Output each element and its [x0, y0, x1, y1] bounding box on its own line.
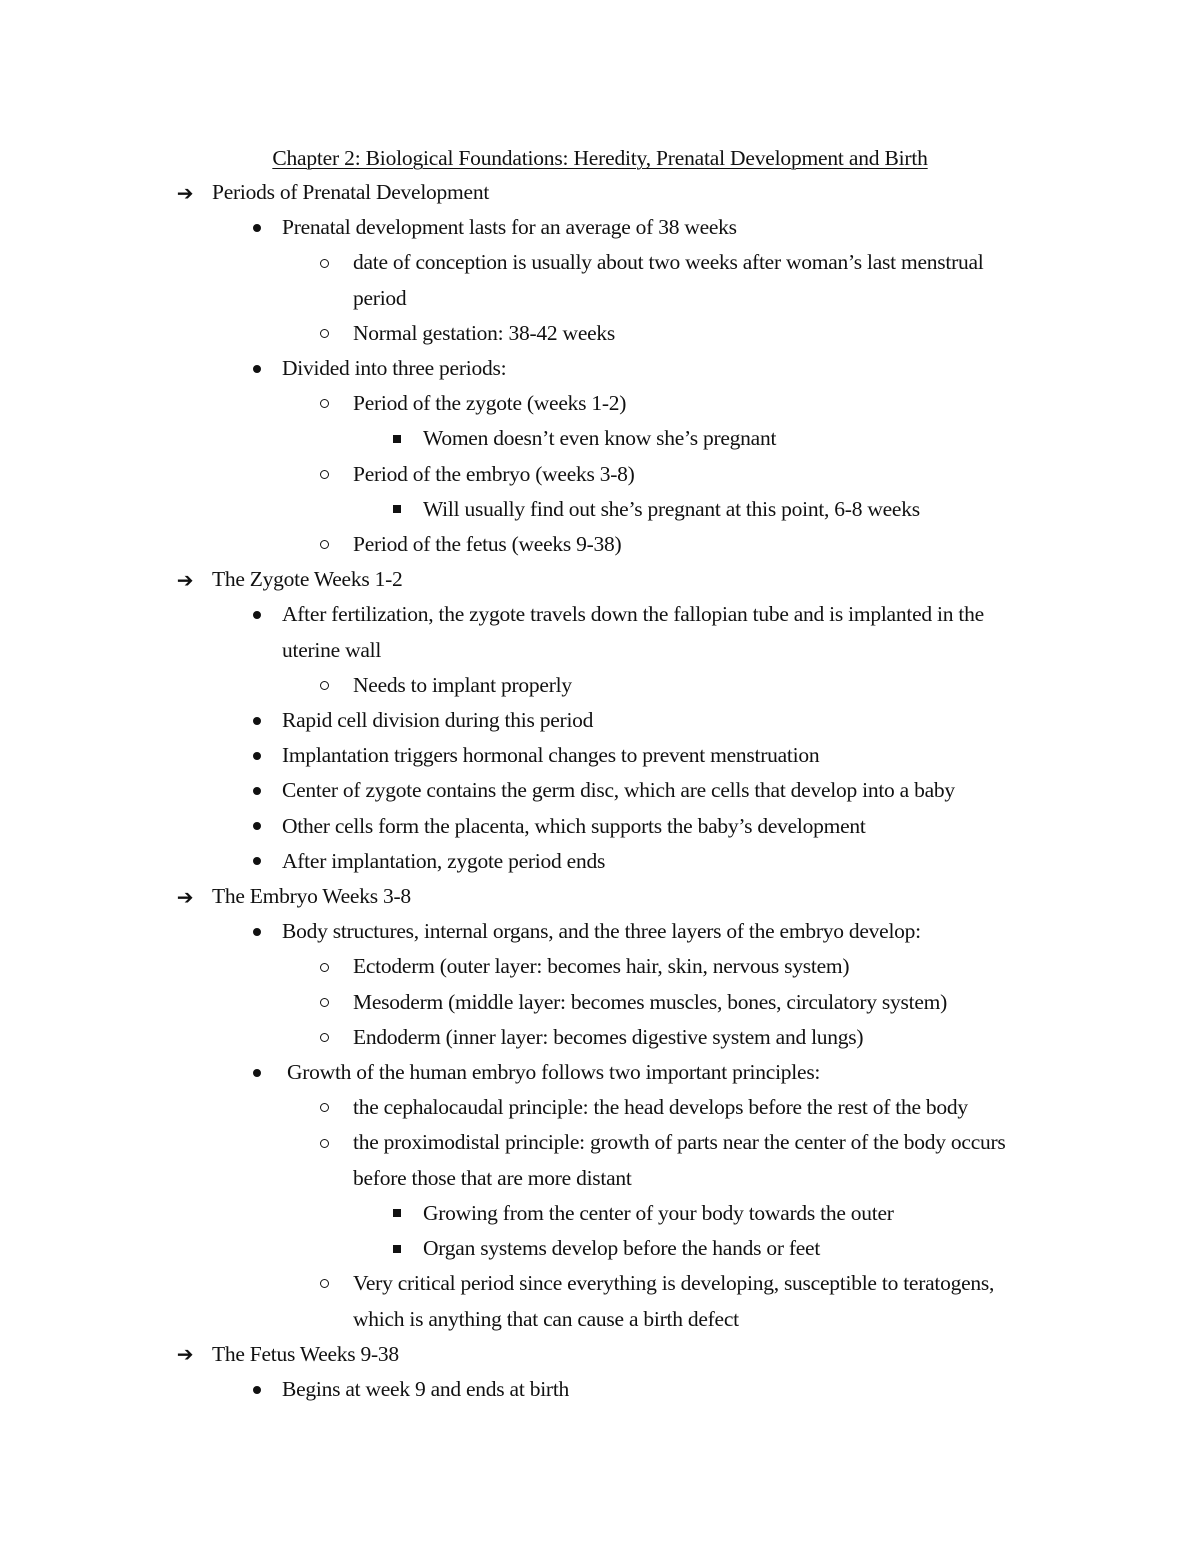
list-item	[0, 386, 1200, 421]
list-item-text: Implantation triggers hormonal changes to prevent menstruation	[282, 743, 820, 768]
list-item	[0, 844, 1200, 879]
list-item-text: Period of the embryo (weeks 3-8)	[353, 461, 635, 486]
list-item-text: Rapid cell division during this period	[282, 708, 594, 733]
arrow-right-icon: ➔	[176, 180, 194, 205]
list-item-continuation	[0, 281, 1200, 316]
list-item-text: Ectoderm (outer layer: becomes hair, skin, nervous system)	[353, 954, 850, 979]
filled-circle-bullet-icon	[245, 773, 269, 808]
list-item-text: Growing from the center of your body towards the outer	[423, 1200, 894, 1225]
list-item	[0, 492, 1200, 527]
list-item-text: Other cells form the placenta, which supports the baby’s development	[282, 813, 866, 838]
hollow-circle-bullet-icon	[312, 1020, 336, 1055]
arrow-right-icon: ➔	[176, 567, 194, 592]
section-heading-periods	[0, 175, 1200, 210]
list-item-continuation	[0, 1302, 1200, 1337]
list-item	[0, 773, 1200, 808]
list-item	[0, 210, 1200, 245]
list-item-text: Will usually find out she’s pregnant at this point, 6-8 weeks	[423, 496, 920, 521]
list-item	[0, 1055, 1200, 1090]
hollow-circle-bullet-icon	[312, 316, 336, 351]
filled-circle-bullet-icon	[245, 809, 269, 844]
list-item-text: Very critical period since everything is developing, susceptible to teratogens,	[353, 1271, 995, 1296]
list-item-text: Growth of the human embryo follows two important principles:	[287, 1060, 821, 1085]
section-heading-embryo	[0, 879, 1200, 914]
heading-text: The Embryo Weeks 3-8	[212, 884, 411, 909]
notes-outline	[0, 175, 1200, 1407]
filled-circle-bullet-icon	[245, 738, 269, 773]
hollow-circle-bullet-icon	[312, 668, 336, 703]
hollow-circle-bullet-icon	[312, 1125, 336, 1160]
hollow-circle-bullet-icon	[312, 1266, 336, 1301]
list-item	[0, 809, 1200, 844]
section-heading-zygote	[0, 562, 1200, 597]
list-item	[0, 1372, 1200, 1407]
list-item	[0, 597, 1200, 632]
list-item	[0, 1090, 1200, 1125]
list-item	[0, 703, 1200, 738]
list-item-text: Divided into three periods:	[282, 356, 507, 381]
list-item	[0, 351, 1200, 386]
list-item	[0, 1196, 1200, 1231]
hollow-circle-bullet-icon	[312, 985, 336, 1020]
filled-square-bullet-icon	[385, 1196, 409, 1231]
list-item-text: Endoderm (inner layer: becomes digestive system and lungs)	[353, 1024, 864, 1049]
list-item-text: Women doesn’t even know she’s pregnant	[423, 426, 777, 451]
filled-circle-bullet-icon	[245, 703, 269, 738]
section-heading-fetus	[0, 1337, 1200, 1372]
list-item-text: date of conception is usually about two weeks after woman’s last menstrual	[353, 250, 984, 275]
list-item-text: Body structures, internal organs, and the three layers of the embryo develop:	[282, 919, 921, 944]
list-item-text: which is anything that can cause a birth defect	[353, 1306, 739, 1331]
heading-text: The Fetus Weeks 9-38	[212, 1341, 399, 1366]
list-item-text: After implantation, zygote period ends	[282, 848, 606, 873]
list-item-text: Begins at week 9 and ends at birth	[282, 1376, 570, 1401]
filled-circle-bullet-icon	[245, 351, 269, 386]
arrow-right-icon: ➔	[176, 1342, 194, 1367]
list-item	[0, 1020, 1200, 1055]
heading-text: The Zygote Weeks 1-2	[212, 567, 403, 592]
list-item	[0, 527, 1200, 562]
list-item	[0, 316, 1200, 351]
list-item-text: Mesoderm (middle layer: becomes muscles, bones, circulatory system)	[353, 989, 948, 1014]
list-item-text: Period of the fetus (weeks 9-38)	[353, 532, 622, 557]
list-item	[0, 985, 1200, 1020]
hollow-circle-bullet-icon	[312, 527, 336, 562]
page-title: Chapter 2: Biological Foundations: Heredity, Prenatal Development and Birth	[272, 146, 928, 170]
list-item-text: uterine wall	[282, 637, 382, 662]
list-item-text: period	[353, 285, 407, 310]
list-item-text: Prenatal development lasts for an average of 38 weeks	[282, 215, 737, 240]
hollow-circle-bullet-icon	[312, 1090, 336, 1125]
list-item-text: before those that are more distant	[353, 1165, 632, 1190]
list-item-continuation	[0, 633, 1200, 668]
list-item	[0, 914, 1200, 949]
list-item	[0, 668, 1200, 703]
list-item-text: Center of zygote contains the germ disc, which are cells that develop into a baby	[282, 778, 955, 803]
list-item	[0, 421, 1200, 456]
filled-circle-bullet-icon	[245, 914, 269, 949]
list-item-text: Normal gestation: 38-42 weeks	[353, 320, 616, 345]
filled-square-bullet-icon	[385, 421, 409, 456]
arrow-right-icon: ➔	[176, 884, 194, 909]
filled-square-bullet-icon	[385, 1231, 409, 1266]
list-item	[0, 245, 1200, 280]
list-item-continuation	[0, 1161, 1200, 1196]
filled-circle-bullet-icon	[245, 1372, 269, 1407]
filled-circle-bullet-icon	[245, 1055, 269, 1090]
list-item	[0, 738, 1200, 773]
filled-circle-bullet-icon	[245, 844, 269, 879]
hollow-circle-bullet-icon	[312, 386, 336, 421]
list-item	[0, 1266, 1200, 1301]
list-item	[0, 1231, 1200, 1266]
filled-square-bullet-icon	[385, 492, 409, 527]
heading-text: Periods of Prenatal Development	[212, 180, 490, 204]
hollow-circle-bullet-icon	[312, 457, 336, 492]
list-item	[0, 1125, 1200, 1160]
filled-circle-bullet-icon	[245, 210, 269, 245]
list-item-text: the proximodistal principle: growth of parts near the center of the body occurs	[353, 1130, 1006, 1155]
hollow-circle-bullet-icon	[312, 245, 336, 280]
list-item-text: Period of the zygote (weeks 1-2)	[353, 391, 627, 416]
list-item-text: Needs to implant properly	[353, 672, 572, 697]
list-item	[0, 949, 1200, 984]
filled-circle-bullet-icon	[245, 597, 269, 632]
list-item-text: After fertilization, the zygote travels down the fallopian tube and is implanted in the	[282, 602, 984, 627]
list-item	[0, 457, 1200, 492]
hollow-circle-bullet-icon	[312, 949, 336, 984]
list-item-text: the cephalocaudal principle: the head develops before the rest of the body	[353, 1095, 968, 1120]
list-item-text: Organ systems develop before the hands or feet	[423, 1236, 821, 1261]
